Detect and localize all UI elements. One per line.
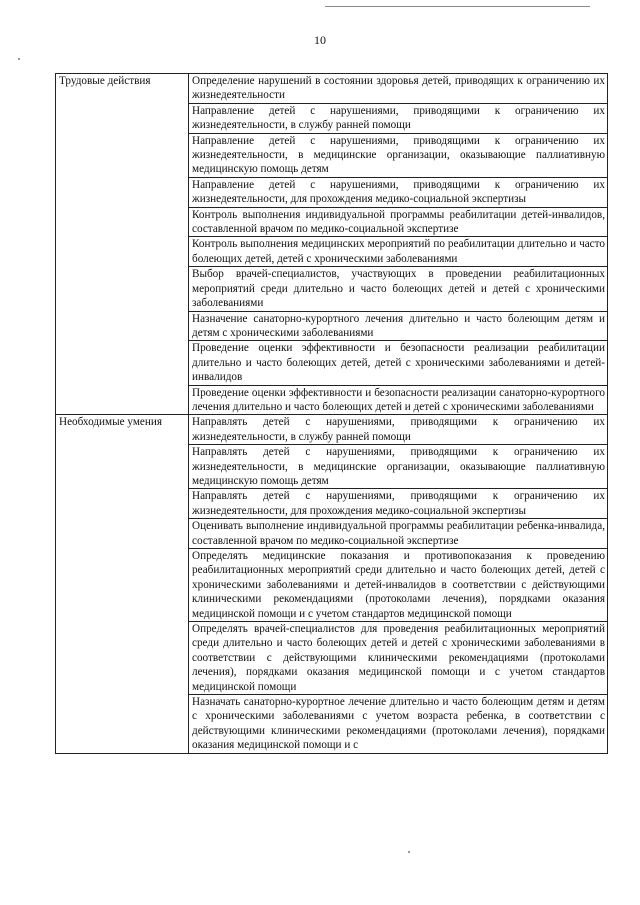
- table-cell-text: Определять врачей-специалистов для проведения реабилитационных мероприятий среди длительно и часто болеющих детей и детей с хроническими заболеваниями в соответствии с действующими клиническими рекомендациями (протоколами лечения), порядками оказания медицинской помощи и с учетом стандартов медицинской помощи: [189, 622, 608, 695]
- table-cell-text: Направлять детей с нарушениями, приводящими к ограничению их жизнедеятельности, в медицинские организации, оказывающие паллиативную медицинскую помощь детям: [189, 445, 608, 489]
- competency-table: [55, 73, 608, 754]
- table-cell-text: Определение нарушений в состоянии здоровья детей, приводящих к ограничению их жизнедеятельности: [189, 74, 608, 104]
- page-number: 10: [314, 33, 326, 47]
- table-cell-text: Контроль выполнения индивидуальной программы реабилитации детей-инвалидов, составленной врачом по медико-социальной экспертизе: [189, 207, 608, 237]
- table-cell-text: Направление детей с нарушениями, приводящими к ограничению их жизнедеятельности, в медицинские организации, оказывающие паллиативную медицинскую помощь детям: [189, 133, 608, 177]
- table-cell-text: Выбор врачей-специалистов, участвующих в проведении реабилитационных мероприятий среди длительно и часто болеющих детей и детей с хроническими заболеваниями: [189, 267, 608, 311]
- table-cell-text: Проведение оценки эффективности и безопасности реализации санаторно-курортного лечения длительно и часто болеющих детей и детей с хроническими заболеваниями: [189, 385, 608, 415]
- scan-speck: [18, 58, 20, 60]
- scan-speck: [408, 851, 410, 853]
- table-row: [56, 74, 608, 104]
- table-cell-text: Назначать санаторно-курортное лечение длительно и часто болеющим детям и детям с хроническими заболеваниями с учетом возраста ребенка, в соответствии с действующими клиническими рекомендациями (протоколами лечения), порядками оказания медицинской помощи и с: [189, 695, 608, 754]
- table-cell-text: Направлять детей с нарушениями, приводящими к ограничению их жизнедеятельности, в службу ранней помощи: [189, 415, 608, 445]
- table-cell-text: Проведение оценки эффективности и безопасности реализации реабилитации длительно и часто болеющих детей, детей с хроническими заболеваниями и детей-инвалидов: [189, 341, 608, 385]
- table-cell-text: Контроль выполнения медицинских мероприятий по реабилитации длительно и часто болеющих детей, детей с хроническими заболеваниями: [189, 237, 608, 267]
- scan-edge-line: [325, 6, 590, 7]
- table-cell-text: Оценивать выполнение индивидуальной программы реабилитации ребенка-инвалида, составленной врачом по медико-социальной экспертизе: [189, 519, 608, 549]
- table-cell-text: Направление детей с нарушениями, приводящими к ограничению их жизнедеятельности, в службу ранней помощи: [189, 103, 608, 133]
- competency-table-body: [56, 74, 608, 754]
- table-row: [56, 415, 608, 445]
- table-cell-text: Направление детей с нарушениями, приводящими к ограничению их жизнедеятельности, для прохождения медико-социальной экспертизы: [189, 177, 608, 207]
- section-label: Трудовые действия: [56, 74, 189, 415]
- table-cell-text: Направлять детей с нарушениями, приводящими к ограничению их жизнедеятельности, для прохождения медико-социальной экспертизы: [189, 489, 608, 519]
- table-cell-text: Определять медицинские показания и противопоказания к проведению реабилитационных мероприятий среди длительно и часто болеющих детей, детей с хроническими заболеваниями и детей-инвалидов в соответствии с действующими клиническими рекомендациями (протоколами лечения), порядками оказания медицинской помощи и с учетом стандартов медицинской помощи: [189, 549, 608, 622]
- section-label: Необходимые умения: [56, 415, 189, 753]
- table-cell-text: Назначение санаторно-курортного лечения длительно и часто болеющим детям и детям с хроническими заболеваниями: [189, 311, 608, 341]
